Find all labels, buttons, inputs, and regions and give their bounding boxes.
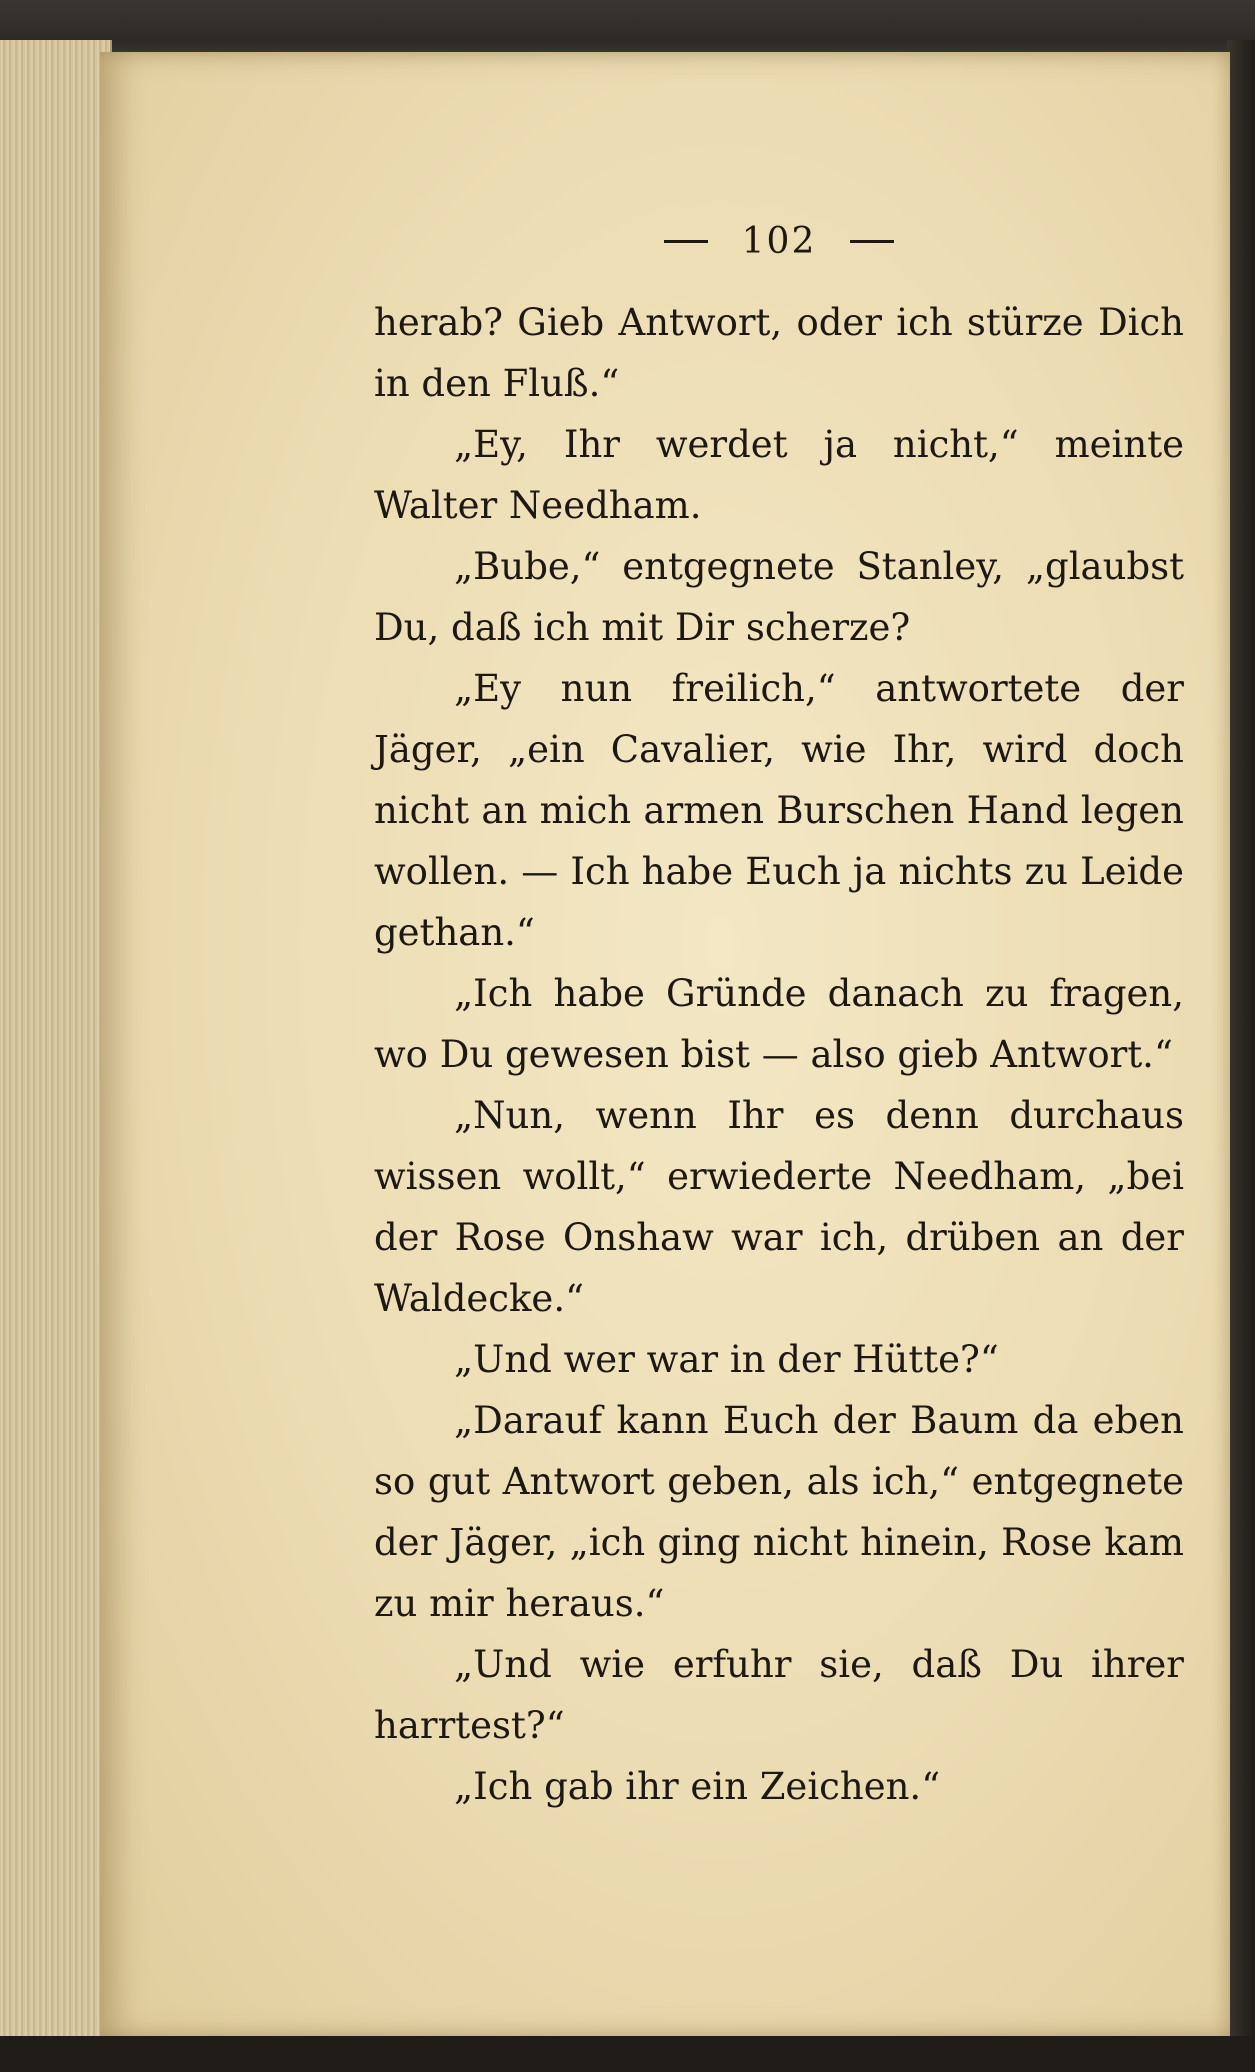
paragraph-5: „Ich habe Gründe danach zu fragen, wo Du gewesen bist — also gieb Antwort.“ <box>374 972 1184 1076</box>
book-cover-bottom <box>0 2036 1255 2072</box>
header-dash-right <box>850 240 894 243</box>
book-cover-top <box>0 0 1255 60</box>
page-header <box>374 210 1184 272</box>
paragraph-7: „Und wer war in der Hütte?“ <box>454 1338 999 1381</box>
header-dash-left <box>664 240 708 243</box>
paragraph-6: „Nun, wenn Ihr es denn durchaus wissen wollt,“ erwiederte Needham, „bei der Rose Onshaw war ich, drüben an der Waldecke.“ <box>374 1094 1184 1320</box>
paragraph-4: „Ey nun freilich,“ antwortete der Jäger, „ein Cavalier, wie Ihr, wird doch nicht an mich armen Burschen Hand legen wollen. — Ich habe Euch ja nichts zu Leide gethan.“ <box>374 667 1184 954</box>
book-cover-right <box>1227 40 1255 2040</box>
page-number: 102 <box>741 220 817 262</box>
paragraph-3: „Bube,“ entgegnete Stanley, „glaubst Du, daß ich mit Dir scherze? <box>374 545 1184 649</box>
page-edges <box>0 40 112 2040</box>
paragraph-2: „Ey, Ihr werdet ja nicht,“ meinte Walter Needham. <box>374 423 1184 527</box>
paragraph-8: „Darauf kann Euch der Baum da eben so gut Antwort geben, als ich,“ entgegnete der Jäger, „ich ging nicht hinein, Rose kam zu mir heraus.“ <box>374 1399 1184 1625</box>
paragraph-1: herab? Gieb Antwort, oder ich stürze Dich in den Fluß.“ <box>374 301 1184 405</box>
page-text-block <box>374 210 1184 1817</box>
paragraph-10: „Ich gab ihr ein Zeichen.“ <box>454 1765 941 1808</box>
paragraph-9: „Und wie erfuhr sie, daß Du ihrer harrtest?“ <box>374 1643 1184 1747</box>
